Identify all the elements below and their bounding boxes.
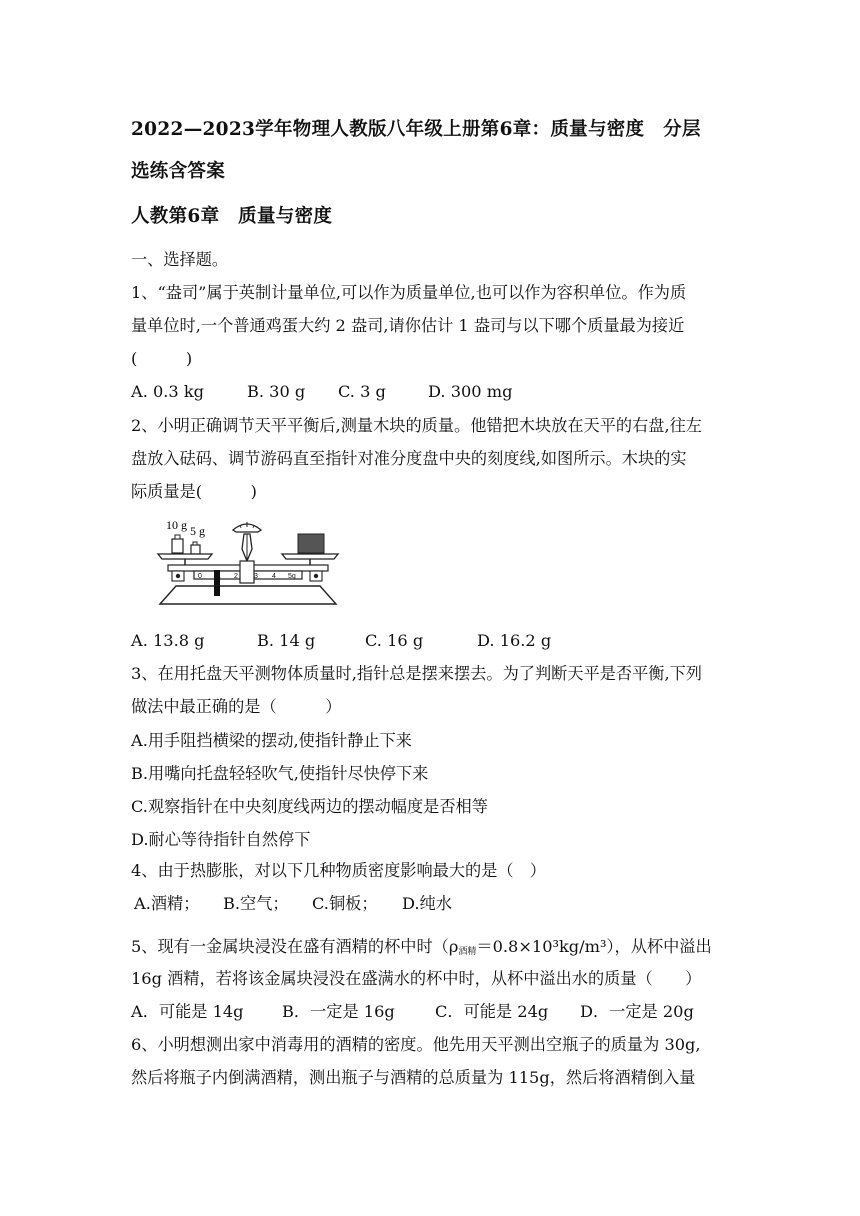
- q1-option-c: C. 3 g: [338, 382, 386, 401]
- svg-text:2: 2: [234, 573, 238, 580]
- doc-title-line1: 2022—2023学年物理人教版八年级上册第6章：质量与密度 分层: [131, 119, 701, 140]
- q2-line1: 2、小明正确调节天平平衡后,测量木块的质量。他错把木块放在天平的右盘,往左: [131, 416, 702, 435]
- q4-option-c: C.铜板；: [312, 894, 378, 913]
- q3-option-b: B.用嘴向托盘轻轻吹气,使指针尽快停下来: [131, 764, 429, 783]
- q5-option-c: C．可能是 24g: [435, 1002, 549, 1021]
- q4-option-b: B.空气；: [223, 894, 289, 913]
- balance-scale-figure: [150, 516, 345, 612]
- q1-options: [131, 382, 734, 402]
- q5-line1: [131, 937, 734, 962]
- q5-density-subscript: 酒精: [458, 947, 477, 957]
- q5-line2: 16g 酒精，若将该金属块浸没在盛满水的杯中时，从杯中溢出水的质量（ ）: [131, 969, 702, 988]
- q4-options: [134, 894, 734, 914]
- q5-line1-part2: ＝0.8×10³kg/m³），从杯中溢出: [476, 937, 712, 956]
- q2-option-a: A. 13.8 g: [131, 631, 205, 650]
- q3-line1: 3、在用托盘天平测物体质量时,指针总是摆来摆去。为了判断天平是否平衡,下列: [131, 664, 702, 683]
- weight-label-5g: 5 g: [190, 524, 205, 538]
- q5-option-b: B．一定是 16g: [282, 1002, 395, 1021]
- svg-text:3: 3: [254, 573, 258, 580]
- q1-option-d: D. 300 mg: [428, 382, 513, 401]
- q1-line1: 1、“盎司”属于英制计量单位,可以作为质量单位,也可以作为容积单位。作为质: [131, 283, 687, 302]
- q1-line3: ( ): [131, 349, 193, 368]
- q2-option-d: D. 16.2 g: [477, 631, 552, 650]
- left-pan: [158, 554, 212, 559]
- q5-option-d: D．一定是 20g: [580, 1002, 694, 1021]
- q2-line2: 盘放入砝码、调节游码直至指针对准分度盘中央的刻度线,如图所示。木块的实: [131, 449, 687, 468]
- balance-base: [160, 586, 336, 604]
- q5-line1-part1: 5、现有一金属块浸没在盛有酒精的杯中时（ρ: [131, 937, 459, 956]
- q2-options: [131, 631, 734, 651]
- q1-option-a: A. 0.3 kg: [131, 382, 205, 401]
- svg-text:0: 0: [198, 573, 202, 580]
- doc-subtitle: 人教第6章 质量与密度: [131, 206, 333, 227]
- q5-option-a: A．可能是 14g: [131, 1002, 244, 1021]
- q1-line2: 量单位时,一个普通鸡蛋大约 2 盎司,请你估计 1 盎司与以下哪个质量最为接近: [131, 316, 685, 335]
- q4-line1: 4、由于热膨胀，对以下几种物质密度影响最大的是（ ）: [131, 861, 546, 880]
- svg-text:4: 4: [272, 573, 276, 580]
- q4-option-a: A.酒精；: [134, 894, 200, 913]
- q4-option-d: D.纯水: [402, 894, 452, 913]
- q2-option-c: C. 16 g: [365, 631, 424, 650]
- wood-block: [298, 534, 324, 553]
- rider: [214, 570, 220, 587]
- q2-option-b: B. 14 g: [257, 631, 316, 650]
- q6-line2: 然后将瓶子内倒满酒精，测出瓶子与酒精的总质量为 115g，然后将酒精倒入量: [131, 1068, 696, 1087]
- q3-option-c: C.观察指针在中央刻度线两边的摆动幅度是否相等: [131, 797, 488, 816]
- q6-line1: 6、小明想测出家中消毒用的酒精的密度。他先用天平测出空瓶子的质量为 30g,: [131, 1035, 701, 1054]
- weight-10g: [172, 539, 183, 553]
- doc-title-line2: 选练含答案: [131, 161, 226, 182]
- right-pan: [282, 554, 338, 559]
- q3-option-a: A.用手阻挡横梁的摆动,使指针静止下来: [131, 731, 412, 750]
- weight-label-10g: 10 g: [166, 518, 187, 532]
- q5-options: [131, 1002, 734, 1022]
- q3-line2: 做法中最正确的是（ ）: [131, 697, 342, 716]
- q3-option-d: D.耐心等待指针自然停下: [131, 830, 311, 849]
- q2-line3: 际质量是( ): [131, 482, 257, 501]
- weight-5g: [191, 545, 200, 554]
- q1-option-b: B. 30 g: [247, 382, 306, 401]
- section-heading: 一、选择题。: [131, 250, 229, 269]
- svg-text:5g: 5g: [288, 573, 296, 580]
